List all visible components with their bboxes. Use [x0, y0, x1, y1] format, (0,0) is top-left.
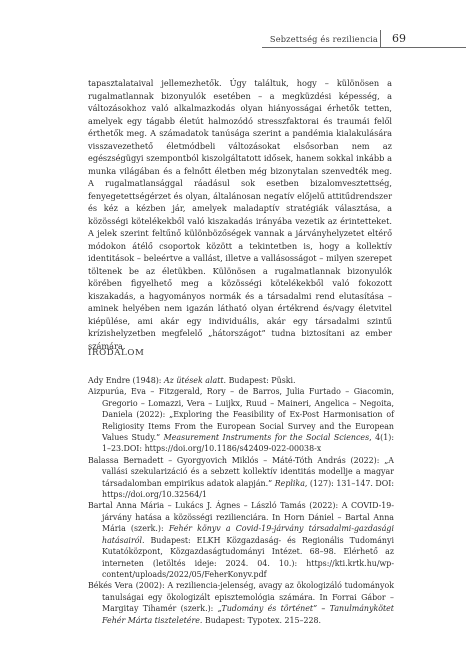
references-heading: IRODALOM	[88, 348, 145, 358]
header-divider	[380, 30, 381, 48]
body-paragraph: tapasztalataival jellemezhetők. Úgy találtuk, hogy – különösen a rugalmatlannak bizonyulók esetében – a megküzdési képesség, a változásokhoz való alkalmazkodás olyan hiányosságai érhetők tetten, amelyek egy tágabb életút halmozódó stresszfaktorai és traumái felől érthetők meg. A számadatok tanúsága szerint a pandémia kialakulására visszavezethető életmódbeli változásokat elsősorban nem az egészségügyi szempontból kiszolgáltatott idősek, hanem sokkal inkább a munka világában és a felnőtt életben még bizonytalan szenvedték meg. A rugalmatlansággal ráadásul sok esetben bizalomvesztettség, fenyegetettségérzet és olyan, általánosan negatív előjelű attitűdrendszer és kéz a kézben jár, amelyek maladaptív stratégiák választása, a közösségi kötelékekből való kiszakadás irányába vezetik az érintetteket. A jelek szerint feltűnő különbözőségek vannak a járványhelyzetet eltérő módokon átélő csoportok között a tekintetben is, hogy a kollektív identitások – beleértve a vallást, illetve a vallásosságot – milyen szerepet töltenek be az életükben. Különösen a rugalmatlannak bizonyulók körében figyelhető meg a közösségi kötelékekből való fokozott kiszakadás, a hagyományos normák és a társadalmi rend elutasítása – aminek helyében nem igazán látható olyan értékrend és/vagy életvitel kiépülése, ami akár egy individuális, akár egy társadalmi szintű krízishelyzetben megfelelő „hátországot” tudna biztosítani az ember számára.	[88, 78, 392, 351]
reference-text: Békés Vera (2002): A reziliencia-jelenség, avagy az ökologizáló tudományok tanulságai egy ökologizált episztemológia számára. In Forrai Gábor – Margitay Tihamér (szerk.):	[88, 581, 394, 614]
reference-list	[88, 375, 394, 626]
reference-entry	[88, 580, 394, 626]
reference-title: Fehér könyv a Covid-19-járvány társadalmi-gazdasági hatásairól	[102, 524, 394, 545]
reference-entry	[88, 455, 394, 501]
running-title: Sebzettség és reziliencia	[269, 34, 378, 44]
reference-text: Aizpurúa, Eva – Fitzgerald, Rory – de Barros, Julia Furtado – Giacomin, Gregorio – Lomazzi, Vera – Luijkx, Ruud – Maineri, Angelica – Negoita, Daniela (2022): „Exploring the Feasibility of Ex-Post Harmonisation of Religiosity Items From the European Social Survey and the European Values Study.”	[88, 387, 394, 443]
reference-entry	[88, 386, 394, 454]
reference-title: „Tudomány és történet” – Tanulmánykötet Fehér Márta tiszteletére	[102, 604, 394, 625]
reference-text: . Budapest: Typotex. 215–228.	[199, 615, 322, 625]
reference-entry	[88, 375, 394, 386]
reference-entry	[88, 500, 394, 580]
reference-text: Bartal Anna Mária – Lukács J. Ágnes – László Tamás (2022): A COVID-19-járvány hatása a közösségi rezilienciára. In Horn Dániel – Bartal Anna Mária (szerk.):	[88, 501, 394, 534]
reference-text: Balassa Bernadett – Gyorgyovich Miklós – Máté-Tóth András (2022): „A vallási szekularizáció és a sebzett kollektív identitás modellje a magyar társadalomban empirikus adatok alapján.”	[88, 455, 394, 488]
reference-title: Az ütések alatt	[163, 376, 224, 385]
header-rule	[262, 47, 466, 48]
running-header	[0, 30, 466, 50]
reference-title: Replika	[274, 478, 305, 488]
reference-text: Ady Endre (1948):	[88, 376, 164, 385]
reference-title: Measurement Instruments for the Social Sciences	[163, 433, 370, 443]
reference-text: . Budapest: Püski.	[223, 376, 296, 385]
reference-text: , 4(1): 1–23.DOI: https://doi.org/10.1186/s42409-022-00038-x	[102, 433, 395, 454]
page-number: 69	[392, 32, 406, 45]
reference-text: , (127): 131–147. DOI: https://doi.org/10.32564/1	[102, 478, 395, 500]
reference-text: . Budapest: ELKH Közgazdaság- és Regionális Tudományi Kutatóközpont, Közgazdaságtudományi Intézet. 68–98. Elérhető az interneten (letöltés ideje: 2024. 04. 10.): https://kti.krtk.hu/wp-content/uploads/2022/05/FeherKonyv.pdf	[102, 535, 394, 579]
